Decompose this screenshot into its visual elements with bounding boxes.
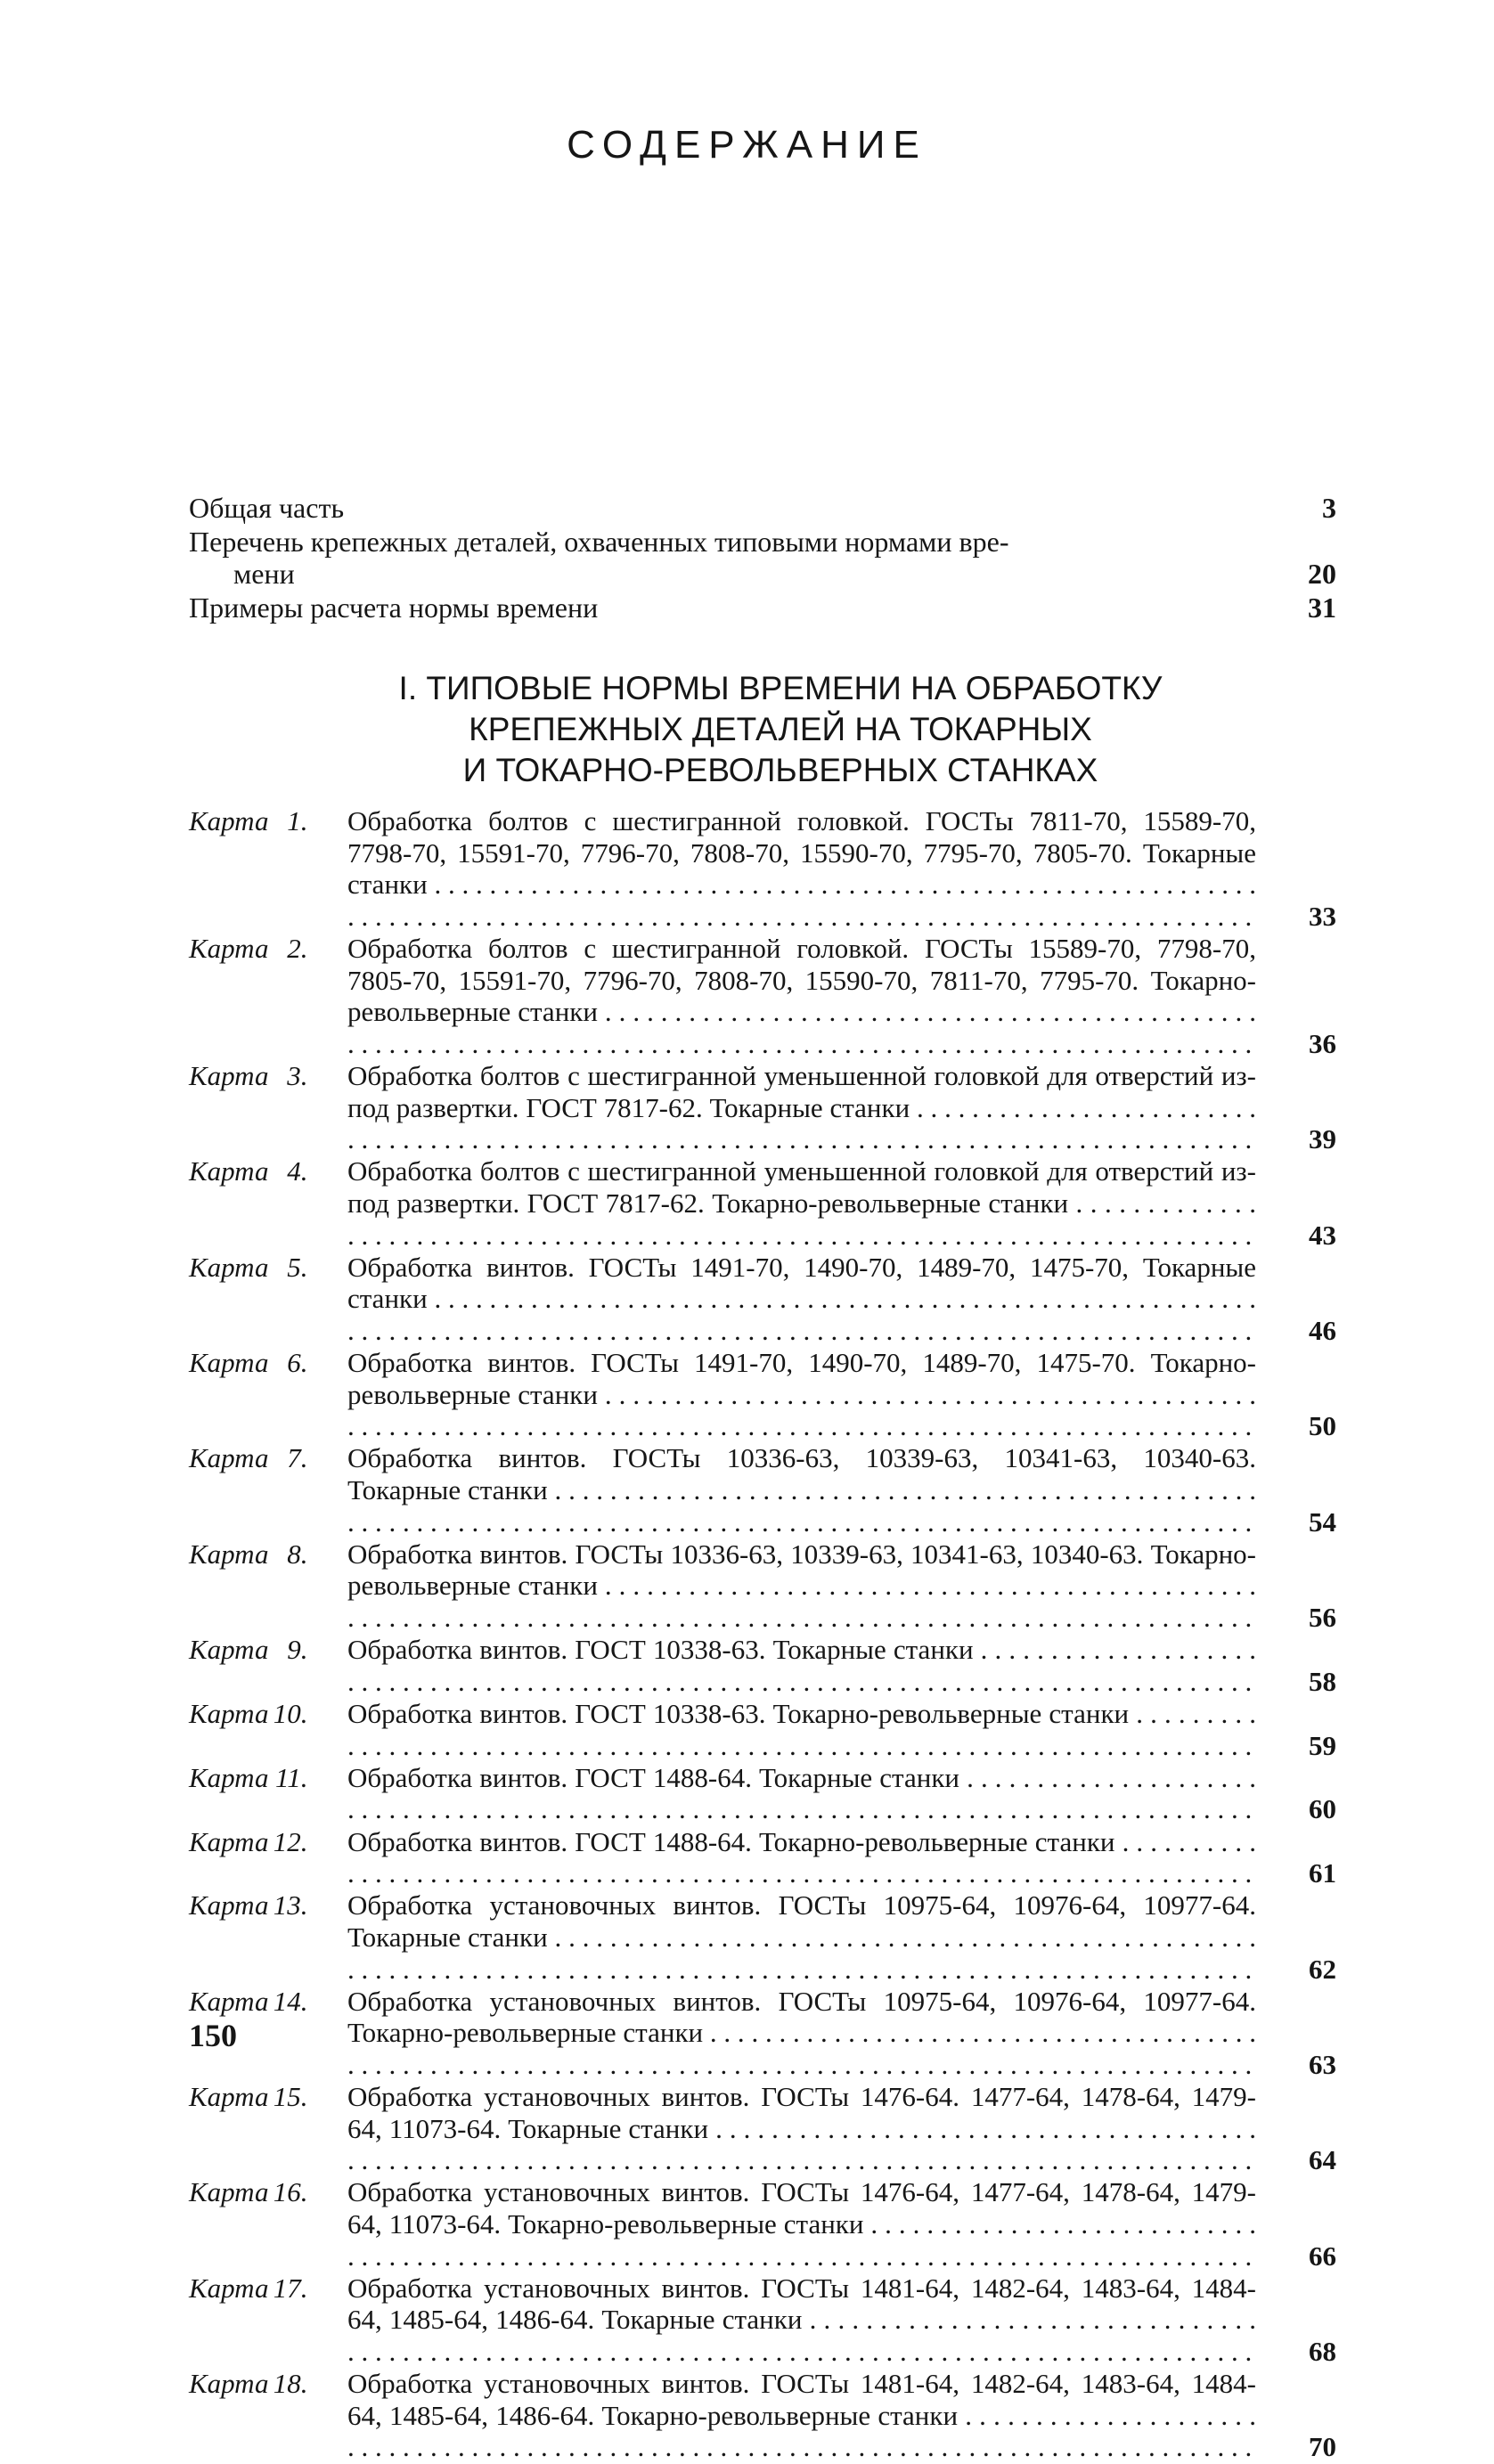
card-page: 63 xyxy=(1309,2048,1336,2080)
card-label: Карта 9. xyxy=(189,1634,308,1666)
page-title: СОДЕРЖАНИЕ xyxy=(567,123,927,167)
card-label: Карта 2. xyxy=(189,932,308,964)
card-title: Обработка болтов с шестигранной головкой. ГОСТы 15589-70, 7798-70, 7805-70, 15591-70, 7796-70, 7808-70, 15590-70, 7811-70, 7795-70. Токарно-револьверные станки . . . . . . . . . . . . . . . . . . . . . . . . . . . . . . . . . . . . . . . . . . . . . xyxy=(347,933,1256,1059)
toc-entry-title: Примеры расчета нормы времени xyxy=(189,592,599,624)
leader-dots: . . . . . . . . xyxy=(347,1826,1256,1889)
toc-card-entry[interactable] xyxy=(189,1155,1336,1251)
section-heading-line: И ТОКАРНО-РЕВОЛЬВЕРНЫХ СТАНКАХ xyxy=(462,752,1098,788)
leader-dots: . . . . . . . . . . . . . . . . . . . . . . . xyxy=(347,1092,1256,1155)
toc-entry-page: 20 xyxy=(1308,558,1336,590)
toc-card-entry[interactable] xyxy=(189,1826,1336,1889)
toc-card-entry[interactable] xyxy=(189,1442,1336,1538)
card-title: Обработка установочных винтов. ГОСТы 10975-64, 10976-64, 10977-64. Токарно-револьверные станки . . . . . . . . . . . . . . . . . . . . . . . . . . . . . . . . . . . . . . xyxy=(347,1986,1256,2081)
toc-card-entry[interactable] xyxy=(189,2368,1336,2463)
toc-card-entry[interactable] xyxy=(189,1986,1336,2081)
card-page: 56 xyxy=(1309,1602,1336,1633)
leader-dots: . . . . . . . xyxy=(347,1698,1256,1761)
page-number: 150 xyxy=(189,2018,237,2053)
card-page: 70 xyxy=(1309,2431,1336,2463)
toc-entry-page: 3 xyxy=(1322,492,1336,524)
toc-card-entry[interactable] xyxy=(189,1347,1336,1442)
card-page: 60 xyxy=(1309,1793,1336,1825)
card-title: Обработка винтов. ГОСТы 10336-63, 10339-63, 10341-63, 10340-63. Токарные станки . . . . . . . . . . . . . . . . . . . . . . . . . . . . . . . . . . . . . . . . . . . . . . . . . xyxy=(347,1442,1256,1538)
card-title: Обработка установочных винтов. ГОСТы 10975-64, 10976-64, 10977-64. Токарные станки . . . . . . . . . . . . . . . . . . . . . . . . . . . . . . . . . . . . . . . . . . . . . . . . . xyxy=(347,1889,1256,1985)
card-title: Обработка установочных винтов. ГОСТы 1481-64, 1482-64, 1483-64, 1484-64, 1485-64, 1486-64. Токарно-револьверные станки . . . . . . . . . . . . . . . . . . . xyxy=(347,2368,1256,2463)
toc-card-entry[interactable] xyxy=(189,1060,1336,1155)
general-section-list xyxy=(189,492,1336,625)
section-heading xyxy=(189,668,1336,791)
toc-entry-page: 31 xyxy=(1308,592,1336,624)
card-label: Карта 16. xyxy=(189,2176,308,2208)
card-page: 62 xyxy=(1309,1953,1336,1985)
toc-card-entry[interactable] xyxy=(189,1698,1336,1761)
card-page: 39 xyxy=(1309,1123,1336,1155)
toc-entry-title: Перечень крепежных деталей, охваченных типовыми нормами вре- мени xyxy=(189,526,1009,590)
card-title: Обработка винтов. ГОСТ 10338-63. Токарно-револьверные станки . . . . . . . xyxy=(347,1698,1256,1761)
card-label: Карта 1. xyxy=(189,805,308,836)
card-page: 43 xyxy=(1309,1219,1336,1251)
card-page: 64 xyxy=(1309,2144,1336,2176)
card-page: 54 xyxy=(1309,1505,1336,1538)
toc-card-entry[interactable] xyxy=(189,805,1336,932)
card-page: 36 xyxy=(1309,1027,1336,1059)
card-title: Обработка болтов с шестигранной уменьшенной головкой для отверстий из-под развертки. ГОСТ 7817-62. Токарно-револьверные станки . . . . . . . . . . . xyxy=(347,1155,1256,1251)
leader-dots: . . . . . . . . . . . . . . . . . . . . . . . . . . xyxy=(347,2208,1256,2272)
card-title: Обработка винтов. ГОСТы 1491-70, 1490-70, 1489-70, 1475-70, Токарные станки . . . . . . . . . . . . . . . . . . . . . . . . . . . . . . . . . . . . . . . . . . . . . . . . . . . . . . . . . . xyxy=(347,1252,1256,1347)
toc-card-entry[interactable] xyxy=(189,1762,1336,1825)
card-page: 61 xyxy=(1309,1857,1336,1889)
card-page: 66 xyxy=(1309,2240,1336,2272)
toc-card-entry[interactable] xyxy=(189,1634,1336,1697)
card-label: Карта 12. xyxy=(189,1825,308,1857)
card-label: Карта 4. xyxy=(189,1155,308,1187)
card-page: 50 xyxy=(1309,1410,1336,1442)
card-label: Карта 10. xyxy=(189,1697,308,1729)
leader-dots: . . . . . . . . . . . . . . . . . . . . . . . . . . . . . . . . . . . . . xyxy=(347,2113,1256,2176)
cards-list xyxy=(189,805,1336,2464)
toc-entry[interactable] xyxy=(189,526,1336,590)
leader-dots: . . . . . . . . . . . . . . . . . . . xyxy=(347,2400,1256,2463)
card-title: Обработка винтов. ГОСТ 1488-64. Токарно-револьверные станки . . . . . . . . xyxy=(347,1826,1256,1889)
card-title: Обработка винтов. ГОСТ 1488-64. Токарные станки . . . . . . . . . . . . . . . . . . . xyxy=(347,1762,1256,1825)
section-heading-line: КРЕПЕЖНЫХ ДЕТАЛЕЙ НА ТОКАРНЫХ xyxy=(469,711,1092,747)
toc-card-entry[interactable] xyxy=(189,933,1336,1059)
card-title: Обработка винтов. ГОСТы 10336-63, 10339-63, 10341-63, 10340-63. Токарно-револьверные станки . . . . . . . . . . . . . . . . . . . . . . . . . . . . . . . . . . . . . . . . . . . . . xyxy=(347,1538,1256,1634)
card-page: 68 xyxy=(1309,2336,1336,2367)
leader-dots: . . . . . . . . . . . . . . . . . . . . . . . . . . . . . . . . . . . . . . . . . . . . . xyxy=(347,1570,1256,1633)
card-label: Карта 6. xyxy=(189,1347,308,1379)
leader-dots: . . . . . . . . . . . . . . . . . . . . . . . . . . . . . . . . . . . . . . . . . . . . . xyxy=(347,996,1256,1059)
card-page: 33 xyxy=(1309,900,1336,932)
toc-card-entry[interactable] xyxy=(189,1889,1336,1985)
leader-dots: . . . . . . . . . . . . . . . . . . . . . . . . . . . . . . xyxy=(347,2304,1256,2367)
card-title: Обработка установочных винтов. ГОСТы 1481-64, 1482-64, 1483-64, 1484-64, 1485-64, 1486-64. Токарные станки . . . . . . . . . . . . . . . . . . . . . . . . . . . . . . xyxy=(347,2272,1256,2368)
leader-dots: . . . . . . . . . . . . . . . . . . . xyxy=(347,1762,1256,1825)
leader-dots: . . . . . . . . . . . . . . . . . . . . . . . . . . . . . . . . . . . . . . . . . . . . . xyxy=(347,1379,1256,1442)
toc-entry[interactable] xyxy=(189,592,1336,624)
toc-card-entry[interactable] xyxy=(189,2272,1336,2368)
card-label: Карта 7. xyxy=(189,1442,308,1474)
leader-dots: . . . . . . . . . . . . . . . . . . . . . . . . . . . . . . . . . . . . . . . . . . . . . . . . . xyxy=(347,1921,1256,1985)
card-label: Карта 18. xyxy=(189,2368,308,2400)
leader-dots: . . . . . . . . . . . . . . . . . . xyxy=(347,1634,1256,1697)
leader-dots: . . . . . . . . . . . . . . . . . . . . . . . . . . . . . . . . . . . . . . . . . . . . . . . . . xyxy=(347,1474,1256,1538)
card-title: Обработка установочных винтов. ГОСТы 1476-64, 1477-64, 1478-64, 1479-64, 11073-64. Токарно-револьверные станки . . . . . . . . . . . . . . . . . . . . . . . . . . xyxy=(347,2176,1256,2272)
card-label: Карта 14. xyxy=(189,1985,308,2017)
card-label: Карта 17. xyxy=(189,2272,308,2304)
card-title: Обработка установочных винтов. ГОСТы 1476-64. 1477-64, 1478-64, 1479-64, 11073-64. Токарные станки . . . . . . . . . . . . . . . . . . . . . . . . . . . . . . . . . . . . . xyxy=(347,2081,1256,2176)
card-label: Карта 5. xyxy=(189,1251,308,1283)
leader-dots: . . . . . . . . . . . . . . . . . . . . . . . . . . . . . . . . . . . . . . xyxy=(347,2017,1256,2080)
card-label: Карта 11. xyxy=(189,1761,308,1793)
leader-dots: . . . . . . . . . . . . . . . . . . . . . . . . . . . . . . . . . . . . . . . . . . . . . . . . . . . . . . . . . . xyxy=(347,869,1256,932)
card-page: 58 xyxy=(1309,1665,1336,1697)
card-label: Карта 13. xyxy=(189,1889,308,1921)
card-page: 59 xyxy=(1309,1729,1336,1761)
card-label: Карта 3. xyxy=(189,1059,308,1091)
card-title: Обработка болтов с шестигранной головкой. ГОСТы 7811-70, 15589-70, 7798-70, 15591-70, 7796-70, 7808-70, 15590-70, 7795-70, 7805-70. Токарные станки . . . . . . . . . . . . . . . . . . . . . . . . . . . . . . . . . . . . . . . . . . . . . . . . . . . . . . . . . . xyxy=(347,805,1256,932)
toc-card-entry[interactable] xyxy=(189,1538,1336,1634)
card-title: Обработка винтов. ГОСТы 1491-70, 1490-70, 1489-70, 1475-70. Токарно-револьверные станки . . . . . . . . . . . . . . . . . . . . . . . . . . . . . . . . . . . . . . . . . . . . . xyxy=(347,1347,1256,1442)
card-title: Обработка винтов. ГОСТ 10338-63. Токарные станки . . . . . . . . . . . . . . . . . . xyxy=(347,1634,1256,1697)
section-heading-line: I. ТИПОВЫЕ НОРМЫ ВРЕМЕНИ НА ОБРАБОТКУ xyxy=(398,670,1163,706)
card-label: Карта 8. xyxy=(189,1538,308,1570)
toc-card-entry[interactable] xyxy=(189,2081,1336,2176)
toc-card-entry[interactable] xyxy=(189,1252,1336,1347)
toc-entry-title: Общая часть xyxy=(189,492,345,524)
leader-dots: . . . . . . . . . . . . . . . . . . . . . . . . . . . . . . . . . . . . . . . . . . . . . . . . . . . . . . . . . . xyxy=(347,1283,1256,1346)
toc-entry[interactable] xyxy=(189,492,1336,524)
card-page: 46 xyxy=(1309,1314,1336,1346)
card-label: Карта 15. xyxy=(189,2081,308,2113)
leader-dots: . . . . . . . . . . . xyxy=(347,1187,1256,1251)
card-title: Обработка болтов с шестигранной уменьшенной головкой для отверстий из-под развертки. ГОСТ 7817-62. Токарные станки . . . . . . . . . . . . . . . . . . . . . . . xyxy=(347,1060,1256,1155)
toc-card-entry[interactable] xyxy=(189,2176,1336,2272)
